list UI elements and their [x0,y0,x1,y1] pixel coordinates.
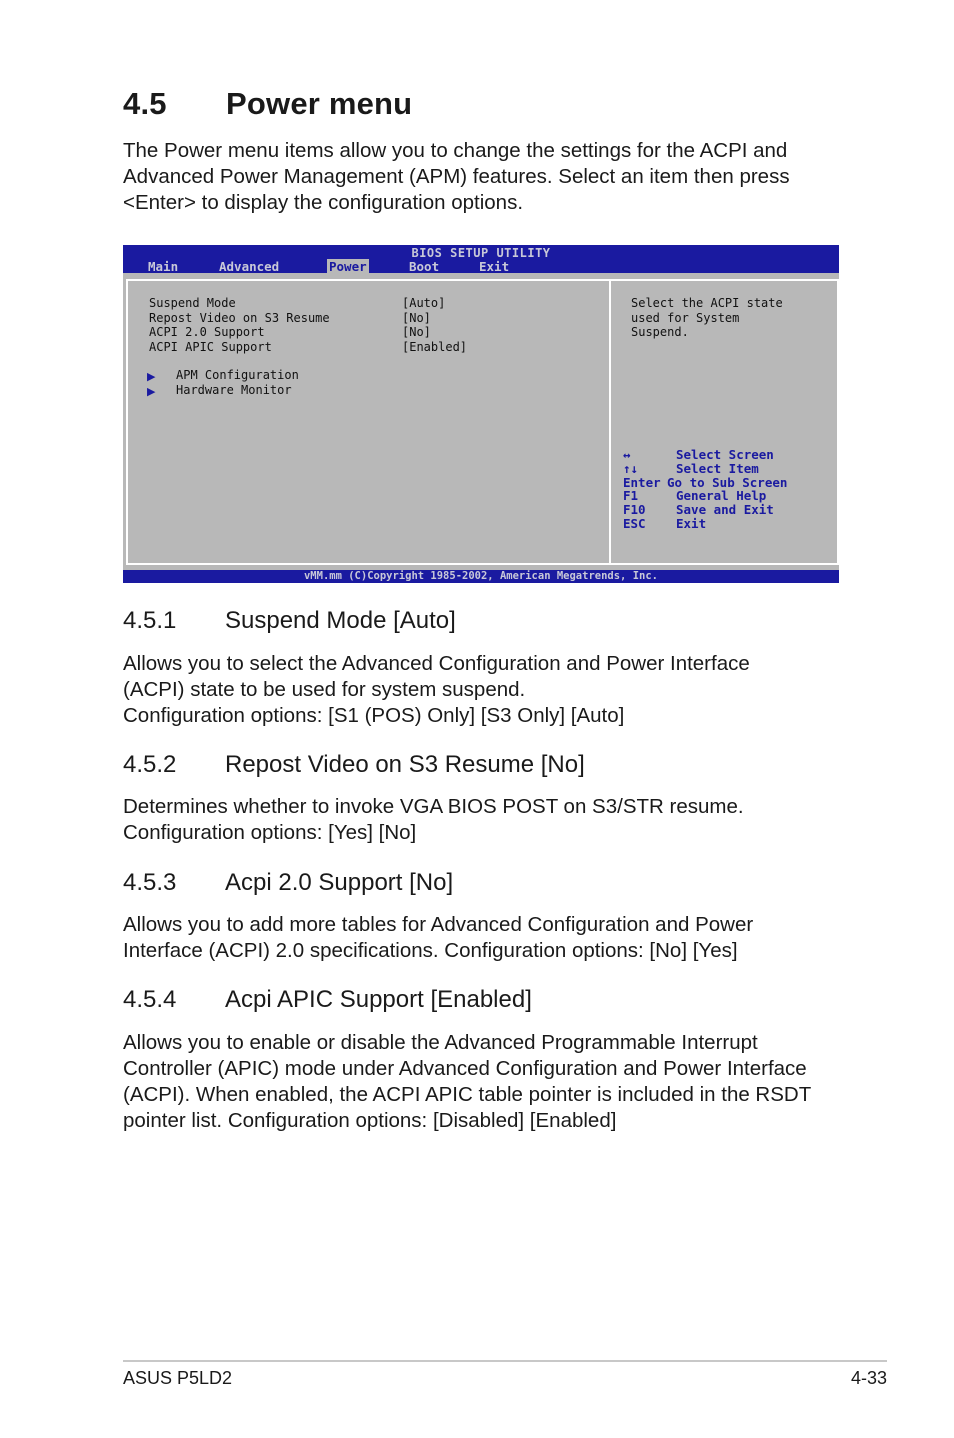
key-enter-key: Enter [623,475,661,490]
body-line: Allows you to select the Advanced Configuration and Power Interface [123,652,750,675]
section-title [123,86,412,122]
key-select-item-action: Select Item [676,461,759,476]
key-f10-key: F10 [623,502,646,517]
bios-screenshot [123,245,839,583]
subsection-heading [123,986,532,1014]
bios-status-bar [123,570,839,583]
body-line: (ACPI) state to be used for system suspend. [123,678,526,701]
subsection-heading [123,869,453,897]
key-select-screen-action: Select Screen [676,447,774,462]
key-select-screen-key: ↔ [623,447,631,462]
subsection-number: 4.5.2 [123,751,177,778]
subsection-number: 4.5.4 [123,986,177,1013]
intro-line: The Power menu items allow you to change the settings for the ACPI and [123,139,788,162]
body-line: pointer list. Configuration options: [Disabled] [Enabled] [123,1109,617,1132]
subsection-number: 4.5.1 [123,607,177,634]
footer-page-number: 4-33 [850,1368,887,1388]
subsection-title: Repost Video on S3 Resume [No] [225,751,585,778]
submenu-apm-configuration[interactable]: APM Configuration [176,368,299,382]
key-select-item-key: ↑↓ [623,461,639,476]
body-line: Configuration options: [S1 (POS) Only] [S3 Only] [Auto] [123,704,625,727]
submenu-hardware-monitor[interactable]: Hardware Monitor [176,383,292,397]
bios-tab-advanced[interactable]: Advanced [219,259,280,274]
help-line: Suspend. [631,325,689,339]
subsection-body [123,1030,843,1134]
intro-line: <Enter> to display the configuration options. [123,191,524,214]
setting-acpi-apic-value[interactable]: [Enabled] [402,340,468,354]
body-line: Allows you to enable or disable the Advanced Programmable Interrupt [123,1031,758,1054]
subsection-heading [123,751,585,779]
intro-line: Advanced Power Management (APM) features. Select an item then press [123,165,790,188]
submenu-arrow-icon: ▶ [147,386,156,398]
bios-copyright: vMM.mm (C)Copyright 1985-2002, American Megatrends, Inc. [303,570,658,582]
body-line: Configuration options: [Yes] [No] [123,821,417,844]
bios-menu-bar [123,245,839,273]
submenu-arrow-icon: ▶ [147,371,156,383]
body-line: Allows you to add more tables for Advanced Configuration and Power [123,913,754,936]
section-number: 4.5 [123,86,167,121]
subsection-title: Acpi 2.0 Support [No] [225,869,454,896]
key-esc-key: ESC [623,516,646,531]
subsection-number: 4.5.3 [123,869,177,896]
help-line: Select the ACPI state [631,296,783,310]
subsection-body [123,651,843,729]
key-esc-action: Exit [676,516,707,531]
bios-tab-power[interactable]: Power [329,259,367,274]
bios-tab-exit[interactable]: Exit [479,259,510,274]
setting-repost-video-label[interactable]: Repost Video on S3 Resume [149,311,330,325]
setting-repost-video-value[interactable]: [No] [402,311,431,325]
setting-suspend-mode-label[interactable]: Suspend Mode [149,296,236,310]
footer-divider [123,1360,887,1362]
subsection-title: Suspend Mode [Auto] [225,607,456,634]
key-f1-key: F1 [623,488,639,503]
subsection-title: Acpi APIC Support [Enabled] [225,986,532,1013]
help-line: used for System [631,311,740,325]
subsection-heading [123,607,456,635]
intro-paragraph [123,138,843,216]
body-line: Determines whether to invoke VGA BIOS POST on S3/STR resume. [123,795,744,818]
setting-acpi2-value[interactable]: [No] [402,325,431,339]
setting-acpi-apic-label[interactable]: ACPI APIC Support [149,340,272,354]
section-title-text: Power menu [226,86,413,121]
footer-product: ASUS P5LD2 [123,1368,233,1388]
setting-suspend-mode-value[interactable]: [Auto] [402,296,446,310]
key-enter-action: Go to Sub Screen [667,475,788,490]
body-line: Interface (ACPI) 2.0 specifications. Configuration options: [No] [Yes] [123,939,738,962]
bios-help-panel [609,279,839,565]
bios-title: BIOS SETUP UTILITY [411,246,551,260]
setting-acpi2-label[interactable]: ACPI 2.0 Support [149,325,265,339]
subsection-body [123,912,843,964]
body-line: (ACPI). When enabled, the ACPI APIC table pointer is included in the RSDT [123,1083,812,1106]
subsection-body [123,794,843,846]
bios-tab-main[interactable]: Main [148,259,179,274]
bios-settings-panel [126,279,609,565]
key-f10-action: Save and Exit [676,502,774,517]
key-f1-action: General Help [676,488,767,503]
bios-tab-boot[interactable]: Boot [409,259,440,274]
body-line: Controller (APIC) mode under Advanced Configuration and Power Interface [123,1057,807,1080]
